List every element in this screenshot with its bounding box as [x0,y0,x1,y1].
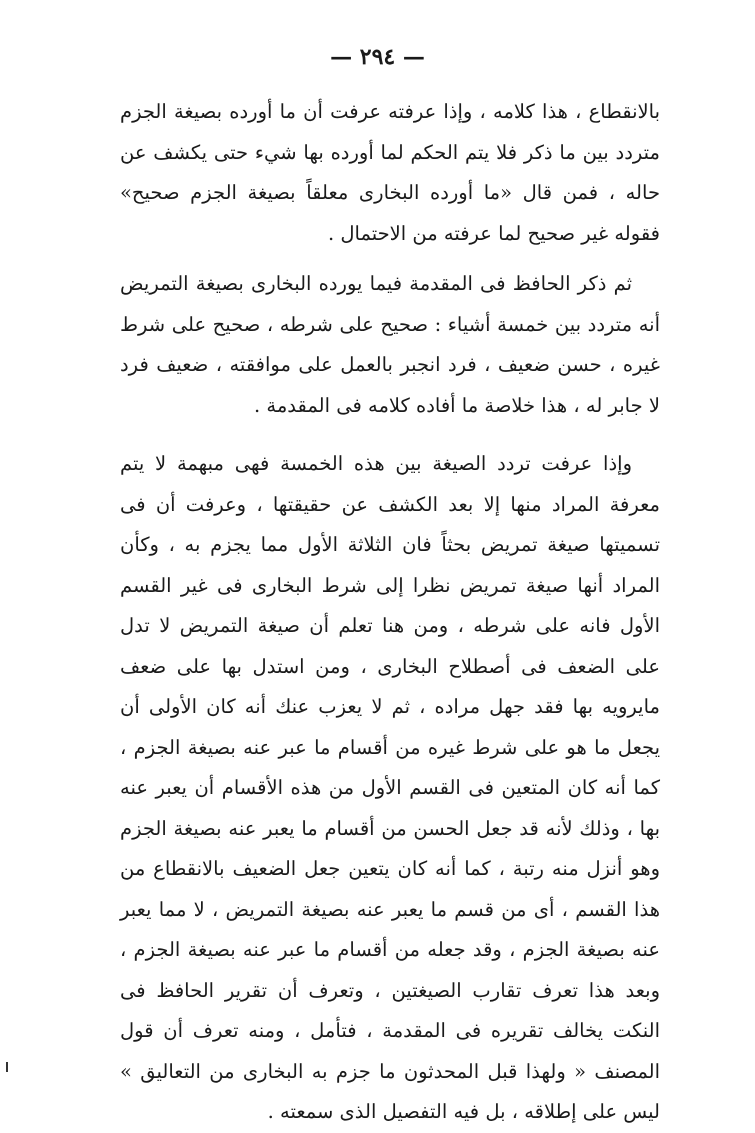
paragraph-1: بالانقطاع ، هذا كلامه ، وإذا عرفته عرفت أن ما أورده بصيغة الجزم متردد بين ما ذكر فلا يتم الحكم لما أورده بها شيء حتى يكشف عن حاله ، فمن قال «ما أورده البخارى معلقاً بصيغة الجزم صحيح» فقوله غير صحيح لما عرفته من الاحتمال . [120,100,660,245]
page-number: — ٢٩٤ — [330,44,425,70]
paragraph-3: وإذا عرفت تردد الصيغة بين هذه الخمسة فهى مبهمة لا يتم معرفة المراد منها إلا بعد الكشف عن حقيقتها ، وعرفت أن فى تسميتها صيغة تمريض بحثاً فان الثلاثة الأول مما يجزم به ، وكأن المراد أنها صيغة تمريض نظرا إلى شرط البخارى فى غير القسم الأول فانه على شرطه ، ومن هنا تعلم أن صيغة التمريض لا تدل على الضعف فى أصطلاح البخارى ، ومن استدل بها على ضعف مايرويه بها فقد جهل مراده ، ثم لا يعزب عنك أنه كان الأولى أن يجعل ما هو على شرط غيره من أقسام ما عبر عنه بصيغة الجزم ، كما أنه كان المتعين فى القسم الأول من هذه الأقسام أن يعبر عنه بها ، وذلك لأنه قد جعل الحسن من أقسام ما يعبر عنه بصيغة الجزم وهو أنزل منه رتبة ، كما أنه كان يتعين جعل الضعيف بالانقطاع من هذا القسم ، أى من قسم ما يعبر عنه بصيغة التمريض ، لا مما يعبر عنه بصيغة الجزم ، وقد جعله من أقسام ما عبر عنه بصيغة الجزم ، وبعد هذا تعرف تقارب الصيغتين ، وتعرف أن تقرير الحافظ فى النكت يخالف تقريره فى المقدمة ، فتأمل ، ومنه تعرف أن قول المصنف « ولهذا قبل المحدثون ما جزم به البخارى من التعاليق » ليس على إطلاقه ، بل فيه التفصيل الذى سمعته . [120,452,660,1123]
margin-mark [6,1062,8,1072]
paragraph-2: ثم ذكر الحافظ فى المقدمة فيما يورده البخارى بصيغة التمريض أنه متردد بين خمسة أشياء : صحيح على شرطه ، صحيح على شرط غيره ، حسن ضعيف ، فرد انجبر بالعمل على موافقته ، ضعيف فرد لا جابر له ، هذا خلاصة ما أفاده كلامه فى المقدمة . [120,272,660,417]
body-text [120,92,660,1133]
